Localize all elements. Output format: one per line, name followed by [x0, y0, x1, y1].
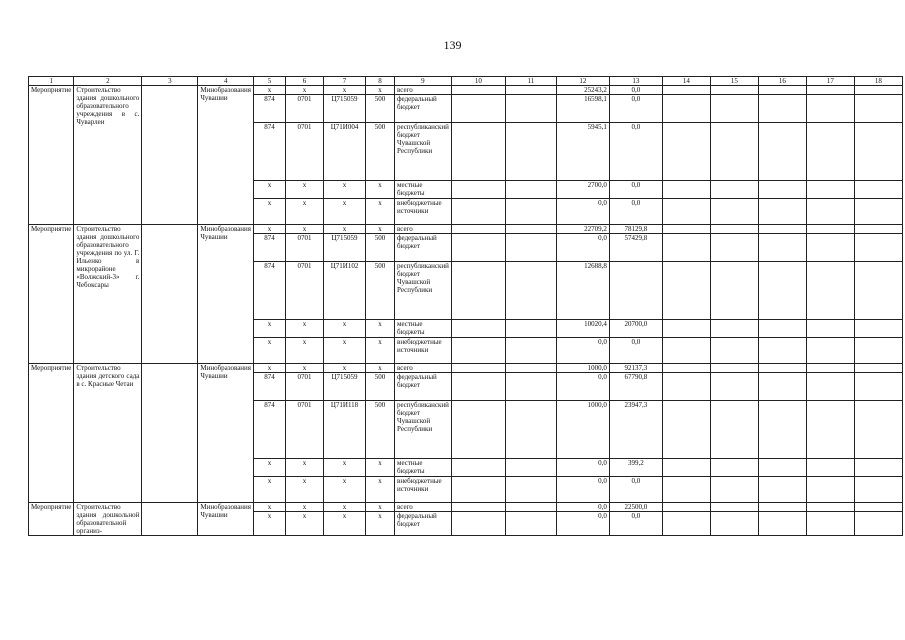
- funding-source-cell: федеральный бюджет: [395, 234, 452, 262]
- section-code-cell: 0701: [286, 234, 324, 262]
- section-code-cell: х: [286, 503, 324, 512]
- value-cell: 92137,3: [609, 364, 662, 373]
- value-cell: [806, 234, 854, 262]
- value-cell: [758, 262, 806, 320]
- value-cell: 0,0: [556, 503, 609, 512]
- value-cell: 0,0: [556, 373, 609, 401]
- activity-name-cell: Строительство здания дошкольной образовательной организ-: [74, 503, 142, 536]
- value-cell: [451, 86, 505, 95]
- value-cell: [505, 234, 556, 262]
- empty-cell: [142, 364, 198, 503]
- value-cell: [662, 503, 710, 512]
- section-code-cell: х: [286, 320, 324, 338]
- empty-cell: [142, 86, 198, 225]
- column-number: 2: [74, 77, 142, 86]
- section-code-cell: 0701: [286, 373, 324, 401]
- value-cell: 22500,0: [609, 503, 662, 512]
- expense-type-cell: х: [366, 86, 395, 95]
- funding-source-cell: федеральный бюджет: [395, 373, 452, 401]
- value-cell: [451, 338, 505, 364]
- value-cell: 78129,8: [609, 225, 662, 234]
- budget-code-cell: 874: [254, 373, 286, 401]
- expense-type-cell: х: [366, 512, 395, 536]
- section-code-cell: х: [286, 338, 324, 364]
- activity-type-cell: Мероприятие: [29, 503, 74, 536]
- value-cell: [806, 225, 854, 234]
- value-cell: [662, 181, 710, 199]
- column-number: 10: [451, 77, 505, 86]
- value-cell: [854, 181, 902, 199]
- budget-code-cell: х: [254, 364, 286, 373]
- column-number: 18: [854, 77, 902, 86]
- funding-source-cell: федеральный бюджет: [395, 95, 452, 123]
- value-cell: [662, 373, 710, 401]
- section-code-cell: 0701: [286, 401, 324, 459]
- column-number: 12: [556, 77, 609, 86]
- funding-source-cell: внебюджетные источники: [395, 338, 452, 364]
- value-cell: [451, 373, 505, 401]
- value-cell: [758, 401, 806, 459]
- column-number: 11: [505, 77, 556, 86]
- column-number: 7: [324, 77, 366, 86]
- column-number: 1: [29, 77, 74, 86]
- page-number: 139: [443, 38, 462, 52]
- funding-source-cell: республиканский бюджет Чувашской Республики: [395, 401, 452, 459]
- value-cell: [451, 123, 505, 181]
- value-cell: 5945,1: [556, 123, 609, 181]
- value-cell: 0,0: [609, 95, 662, 123]
- value-cell: [505, 364, 556, 373]
- expense-type-cell: х: [366, 181, 395, 199]
- value-cell: 0,0: [609, 181, 662, 199]
- column-number: 5: [254, 77, 286, 86]
- funding-source-cell: внебюджетные источники: [395, 199, 452, 225]
- target-article-cell: х: [324, 477, 366, 503]
- value-cell: [505, 373, 556, 401]
- target-article-cell: х: [324, 225, 366, 234]
- budget-code-cell: х: [254, 181, 286, 199]
- value-cell: [806, 503, 854, 512]
- table-row: [29, 86, 903, 95]
- budget-code-cell: 874: [254, 123, 286, 181]
- value-cell: [662, 86, 710, 95]
- section-code-cell: х: [286, 199, 324, 225]
- value-cell: [451, 181, 505, 199]
- section-code-cell: 0701: [286, 95, 324, 123]
- value-cell: [505, 401, 556, 459]
- value-cell: [710, 95, 758, 123]
- value-cell: [758, 373, 806, 401]
- value-cell: [451, 477, 505, 503]
- value-cell: 0,0: [556, 199, 609, 225]
- activity-type-cell: Мероприятие: [29, 225, 74, 364]
- column-number: 13: [609, 77, 662, 86]
- value-cell: [758, 199, 806, 225]
- value-cell: [758, 86, 806, 95]
- budget-code-cell: 874: [254, 262, 286, 320]
- section-code-cell: х: [286, 225, 324, 234]
- funding-source-cell: внебюджетные источники: [395, 477, 452, 503]
- table-row: [29, 503, 903, 512]
- value-cell: [662, 338, 710, 364]
- value-cell: [505, 181, 556, 199]
- expense-type-cell: 500: [366, 123, 395, 181]
- expense-type-cell: х: [366, 225, 395, 234]
- executor-cell: Минобразования Чувашии: [198, 503, 254, 536]
- value-cell: [854, 95, 902, 123]
- value-cell: [710, 477, 758, 503]
- target-article-cell: х: [324, 512, 366, 536]
- section-code-cell: х: [286, 181, 324, 199]
- value-cell: [758, 320, 806, 338]
- value-cell: [854, 401, 902, 459]
- executor-cell: Минобразования Чувашии: [198, 225, 254, 364]
- value-cell: 10020,4: [556, 320, 609, 338]
- value-cell: [710, 86, 758, 95]
- value-cell: 1000,0: [556, 401, 609, 459]
- section-code-cell: х: [286, 459, 324, 477]
- target-article-cell: Ц71И004: [324, 123, 366, 181]
- funding-source-cell: местные бюджеты: [395, 459, 452, 477]
- value-cell: [854, 338, 902, 364]
- value-cell: [505, 338, 556, 364]
- column-number: 15: [710, 77, 758, 86]
- value-cell: [662, 225, 710, 234]
- activity-type-cell: Мероприятие: [29, 364, 74, 503]
- value-cell: [710, 338, 758, 364]
- value-cell: [710, 459, 758, 477]
- value-cell: [758, 95, 806, 123]
- value-cell: [710, 199, 758, 225]
- value-cell: [854, 503, 902, 512]
- value-cell: [662, 199, 710, 225]
- funding-source-cell: федеральный бюджет: [395, 512, 452, 536]
- value-cell: [662, 364, 710, 373]
- target-article-cell: х: [324, 338, 366, 364]
- budget-code-cell: х: [254, 225, 286, 234]
- expense-type-cell: 500: [366, 262, 395, 320]
- program-funding-table: [28, 76, 903, 536]
- value-cell: [505, 477, 556, 503]
- value-cell: [505, 95, 556, 123]
- budget-code-cell: х: [254, 199, 286, 225]
- value-cell: [505, 86, 556, 95]
- value-cell: [854, 477, 902, 503]
- section-code-cell: х: [286, 86, 324, 95]
- value-cell: [662, 262, 710, 320]
- table-row: [29, 225, 903, 234]
- column-number: 14: [662, 77, 710, 86]
- value-cell: [662, 459, 710, 477]
- value-cell: [451, 199, 505, 225]
- value-cell: [662, 95, 710, 123]
- value-cell: [758, 123, 806, 181]
- table-body: [29, 77, 903, 536]
- value-cell: [806, 373, 854, 401]
- target-article-cell: Ц715059: [324, 373, 366, 401]
- value-cell: [451, 262, 505, 320]
- column-number: 8: [366, 77, 395, 86]
- funding-source-cell: местные бюджеты: [395, 181, 452, 199]
- value-cell: [806, 364, 854, 373]
- value-cell: [854, 320, 902, 338]
- value-cell: 57429,8: [609, 234, 662, 262]
- value-cell: [806, 95, 854, 123]
- value-cell: [806, 512, 854, 536]
- target-article-cell: Ц715059: [324, 95, 366, 123]
- value-cell: [710, 234, 758, 262]
- value-cell: [505, 320, 556, 338]
- budget-code-cell: х: [254, 503, 286, 512]
- value-cell: 25243,2: [556, 86, 609, 95]
- expense-type-cell: 500: [366, 95, 395, 123]
- value-cell: [758, 364, 806, 373]
- value-cell: [662, 477, 710, 503]
- target-article-cell: х: [324, 459, 366, 477]
- section-code-cell: х: [286, 364, 324, 373]
- value-cell: 16598,1: [556, 95, 609, 123]
- column-number: 9: [395, 77, 452, 86]
- executor-cell: Минобразования Чувашии: [198, 364, 254, 503]
- budget-code-cell: х: [254, 338, 286, 364]
- budget-code-cell: х: [254, 86, 286, 95]
- value-cell: [505, 512, 556, 536]
- value-cell: [758, 225, 806, 234]
- funding-source-cell: республиканский бюджет Чувашской Республики: [395, 262, 452, 320]
- expense-type-cell: х: [366, 459, 395, 477]
- value-cell: [662, 512, 710, 536]
- expense-type-cell: 500: [366, 401, 395, 459]
- column-number: 16: [758, 77, 806, 86]
- value-cell: [505, 459, 556, 477]
- value-cell: 2700,0: [556, 181, 609, 199]
- expense-type-cell: х: [366, 364, 395, 373]
- value-cell: [609, 262, 662, 320]
- table-row: [29, 364, 903, 373]
- value-cell: [854, 373, 902, 401]
- value-cell: 0,0: [609, 477, 662, 503]
- value-cell: [710, 364, 758, 373]
- value-cell: [710, 401, 758, 459]
- value-cell: [854, 262, 902, 320]
- section-code-cell: 0701: [286, 123, 324, 181]
- empty-cell: [142, 503, 198, 536]
- target-article-cell: х: [324, 503, 366, 512]
- value-cell: [806, 199, 854, 225]
- value-cell: 22709,2: [556, 225, 609, 234]
- expense-type-cell: х: [366, 338, 395, 364]
- value-cell: [806, 262, 854, 320]
- value-cell: [710, 262, 758, 320]
- value-cell: [451, 512, 505, 536]
- target-article-cell: Ц71И118: [324, 401, 366, 459]
- target-article-cell: Ц715059: [324, 234, 366, 262]
- value-cell: 1000,0: [556, 364, 609, 373]
- value-cell: [758, 338, 806, 364]
- value-cell: [758, 459, 806, 477]
- value-cell: [710, 512, 758, 536]
- value-cell: [451, 95, 505, 123]
- funding-source-cell: местные бюджеты: [395, 320, 452, 338]
- activity-name-cell: Строительство здания дошкольного образовательного учреждения по ул. Г. Ильенко в микрорайоне «Волжский-3» г. Чебоксары: [74, 225, 142, 364]
- value-cell: [710, 225, 758, 234]
- value-cell: [806, 86, 854, 95]
- budget-code-cell: 874: [254, 401, 286, 459]
- column-number: 3: [142, 77, 198, 86]
- value-cell: [806, 123, 854, 181]
- value-cell: [451, 364, 505, 373]
- funding-source-cell: всего: [395, 86, 452, 95]
- expense-type-cell: х: [366, 320, 395, 338]
- value-cell: [758, 234, 806, 262]
- target-article-cell: х: [324, 199, 366, 225]
- value-cell: [662, 320, 710, 338]
- value-cell: [854, 364, 902, 373]
- value-cell: [451, 234, 505, 262]
- value-cell: [505, 199, 556, 225]
- column-number: 6: [286, 77, 324, 86]
- value-cell: 23947,3: [609, 401, 662, 459]
- funding-source-cell: республиканский бюджет Чувашской Республики: [395, 123, 452, 181]
- expense-type-cell: 500: [366, 373, 395, 401]
- column-number-row: [29, 77, 903, 86]
- expense-type-cell: х: [366, 477, 395, 503]
- value-cell: 0,0: [556, 338, 609, 364]
- budget-code-cell: 874: [254, 234, 286, 262]
- value-cell: 0,0: [609, 338, 662, 364]
- value-cell: [710, 320, 758, 338]
- executor-cell: Минобразования Чувашии: [198, 86, 254, 225]
- value-cell: [662, 234, 710, 262]
- target-article-cell: х: [324, 320, 366, 338]
- value-cell: [758, 512, 806, 536]
- value-cell: 0,0: [609, 512, 662, 536]
- target-article-cell: х: [324, 86, 366, 95]
- value-cell: [806, 401, 854, 459]
- empty-cell: [142, 225, 198, 364]
- value-cell: [854, 234, 902, 262]
- value-cell: [451, 225, 505, 234]
- budget-code-cell: х: [254, 477, 286, 503]
- value-cell: 0,0: [609, 86, 662, 95]
- value-cell: [505, 262, 556, 320]
- value-cell: [710, 373, 758, 401]
- value-cell: 0,0: [609, 199, 662, 225]
- value-cell: [505, 123, 556, 181]
- column-number: 4: [198, 77, 254, 86]
- activity-name-cell: Строительство здания дошкольного образовательного учреждения в с. Чуварлеи: [74, 86, 142, 225]
- section-code-cell: 0701: [286, 262, 324, 320]
- budget-code-cell: 874: [254, 95, 286, 123]
- column-number: 17: [806, 77, 854, 86]
- value-cell: 0,0: [556, 512, 609, 536]
- value-cell: [854, 225, 902, 234]
- value-cell: [451, 459, 505, 477]
- value-cell: [451, 401, 505, 459]
- budget-code-cell: х: [254, 459, 286, 477]
- value-cell: [854, 86, 902, 95]
- value-cell: 20700,0: [609, 320, 662, 338]
- value-cell: 0,0: [609, 123, 662, 181]
- value-cell: [806, 459, 854, 477]
- target-article-cell: х: [324, 364, 366, 373]
- funding-source-cell: всего: [395, 225, 452, 234]
- value-cell: 67790,8: [609, 373, 662, 401]
- value-cell: [662, 123, 710, 181]
- section-code-cell: х: [286, 477, 324, 503]
- expense-type-cell: х: [366, 199, 395, 225]
- value-cell: 399,2: [609, 459, 662, 477]
- expense-type-cell: 500: [366, 234, 395, 262]
- value-cell: 0,0: [556, 477, 609, 503]
- value-cell: [758, 503, 806, 512]
- target-article-cell: х: [324, 181, 366, 199]
- funding-source-cell: всего: [395, 364, 452, 373]
- value-cell: [710, 503, 758, 512]
- value-cell: [710, 181, 758, 199]
- value-cell: [451, 503, 505, 512]
- target-article-cell: Ц71И102: [324, 262, 366, 320]
- budget-code-cell: х: [254, 512, 286, 536]
- value-cell: [854, 459, 902, 477]
- value-cell: [758, 181, 806, 199]
- section-code-cell: х: [286, 512, 324, 536]
- value-cell: [451, 320, 505, 338]
- value-cell: [662, 401, 710, 459]
- value-cell: [806, 181, 854, 199]
- value-cell: [505, 225, 556, 234]
- value-cell: [806, 338, 854, 364]
- value-cell: [854, 123, 902, 181]
- value-cell: [854, 199, 902, 225]
- value-cell: [806, 477, 854, 503]
- budget-code-cell: х: [254, 320, 286, 338]
- value-cell: 0,0: [556, 234, 609, 262]
- value-cell: 12688,8: [556, 262, 609, 320]
- activity-type-cell: Мероприятие: [29, 86, 74, 225]
- expense-type-cell: х: [366, 503, 395, 512]
- value-cell: [854, 512, 902, 536]
- activity-name-cell: Строительство здания детского сада в с. Красные Четаи: [74, 364, 142, 503]
- value-cell: [806, 320, 854, 338]
- value-cell: [758, 477, 806, 503]
- value-cell: 0,0: [556, 459, 609, 477]
- value-cell: [710, 123, 758, 181]
- value-cell: [505, 503, 556, 512]
- funding-source-cell: всего: [395, 503, 452, 512]
